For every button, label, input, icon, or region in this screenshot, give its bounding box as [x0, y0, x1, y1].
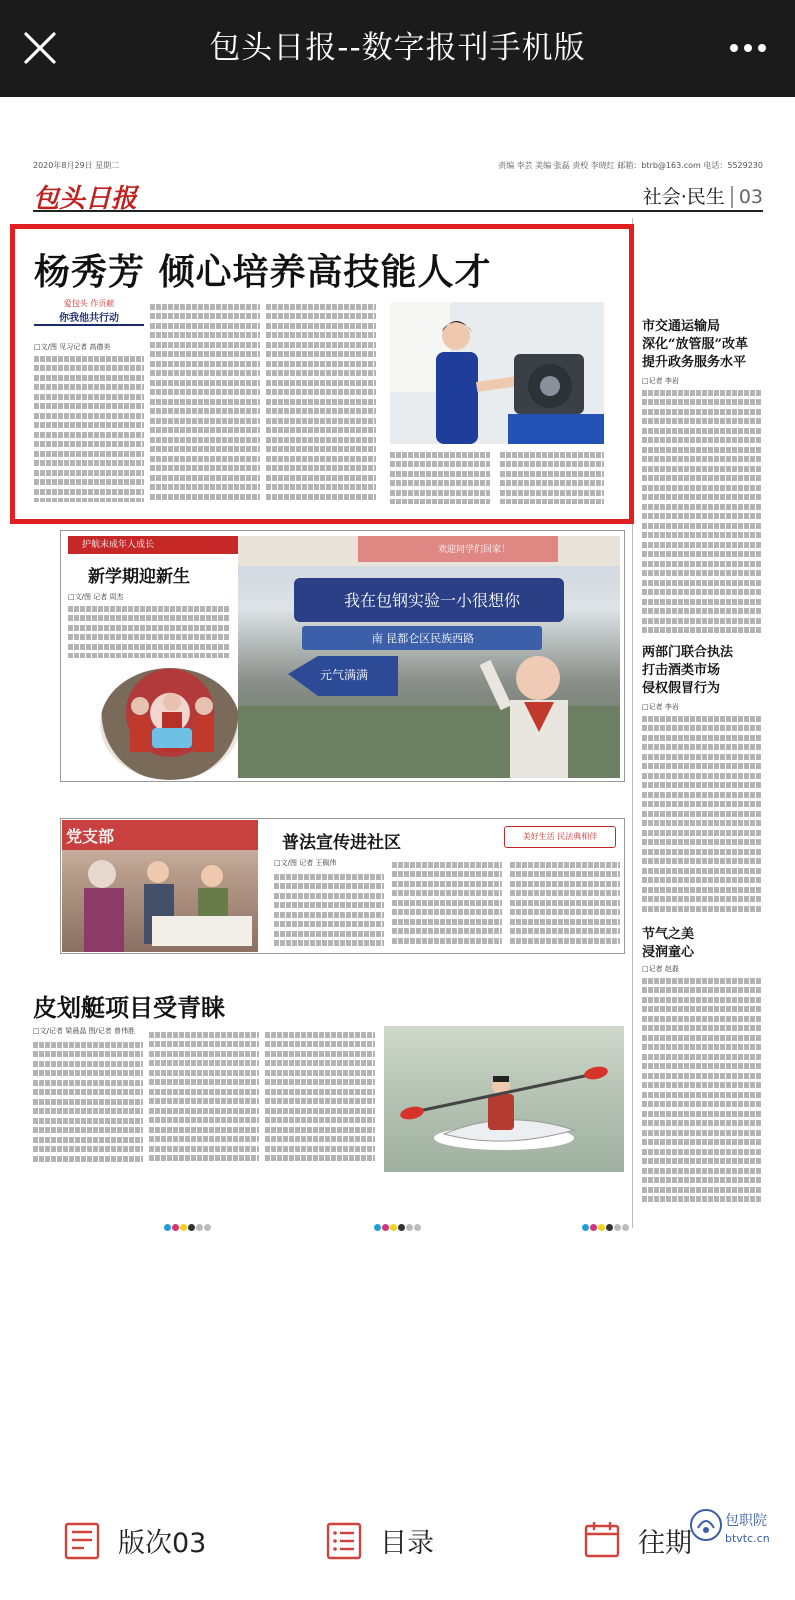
story-2-street-sign: 南 昆都仑区民族西路	[371, 632, 475, 645]
story-4-photo	[384, 1026, 624, 1172]
lead-photo	[390, 302, 604, 444]
page-header-meta	[33, 158, 763, 172]
right-story-c-byline: □记者 赵磊	[642, 965, 679, 973]
story-3-body-col2	[392, 858, 502, 950]
list-icon	[322, 1518, 366, 1562]
lead-byline: □文/图 见习记者 高德美	[34, 343, 111, 351]
right-story-a-body	[642, 386, 762, 636]
story-2-headline[interactable]: 新学期迎新生	[88, 567, 190, 587]
right-story-b-headline[interactable]: 两部门联合执法 打击酒类市场 侵权假冒行为	[642, 645, 734, 696]
lead-body-col5	[500, 448, 604, 504]
story-3-headline[interactable]: 普法宣传进社区	[282, 833, 401, 853]
section-name: 社会·民生	[642, 186, 725, 208]
masthead	[33, 176, 763, 212]
story-3-byline: □文/图 记者 王佩伟	[274, 859, 337, 867]
story-3-body-col1	[274, 870, 384, 950]
right-story-b-body	[642, 712, 762, 912]
edition-label: 版次03	[118, 1527, 207, 1559]
story-4-headline[interactable]: 皮划艇项目受青睐	[33, 993, 225, 1022]
lead-body-col2	[150, 300, 260, 502]
story-4-body-col1	[33, 1038, 143, 1168]
story-4-byline: □文/记者 梁晨晶 图/记者 曾伟胜	[33, 1027, 136, 1035]
contents-button[interactable]	[322, 1510, 434, 1570]
story-2-arrow-sign: 元气满满	[320, 668, 369, 682]
more-horizontal-icon[interactable]	[725, 30, 771, 66]
lead-body-col1	[34, 352, 144, 502]
lead-kicker-line1: 爱包头 作贡献	[63, 299, 115, 308]
registration-marks-3	[582, 1216, 630, 1224]
lead-kicker	[34, 298, 144, 332]
issue-date: 2020年8月29日 星期二	[33, 161, 120, 170]
editors-line: 责编 李芸 美编 张磊 责校 李晓红 邮箱：btrb@163.com 电话：5529230	[498, 161, 763, 170]
registration-marks-1	[164, 1216, 212, 1224]
watermark-logo-icon	[689, 1508, 723, 1542]
story-2-main-photo	[238, 536, 620, 778]
right-story-c-body	[642, 974, 762, 1204]
section-title	[643, 182, 763, 209]
story-2-tag: 护航未成年人成长	[68, 536, 238, 554]
right-story-b-byline: □记者 李岩	[642, 703, 679, 711]
edition-button[interactable]	[60, 1510, 206, 1570]
watermark-text: 包职院	[725, 1513, 767, 1529]
archive-button[interactable]	[580, 1510, 692, 1570]
story-2-inset-photo	[100, 668, 240, 780]
story-3-stamp: 美好生活 民法典相伴	[504, 826, 616, 848]
app-title: 包头日报--数字报刊手机版	[209, 30, 586, 66]
right-story-a-headline[interactable]: 市交通运输局 深化“放管服”改革 提升政务服务水平	[642, 319, 748, 370]
contents-label: 目录	[380, 1527, 434, 1559]
story-3-photo	[62, 820, 258, 952]
right-story-c-headline[interactable]: 节气之美 浸润童心	[642, 927, 695, 960]
bottom-nav-bar	[0, 1490, 795, 1600]
masthead-logo: 包头日报	[33, 184, 138, 214]
app-top-bar	[0, 0, 795, 97]
story-4-body-col2	[149, 1028, 259, 1168]
story-2-body	[68, 602, 230, 658]
watermark-url: btvtc.cn	[725, 1532, 770, 1545]
story-4-body-col3	[265, 1028, 375, 1168]
story-3-banner: 党支部	[66, 827, 115, 846]
story-3-body-col3	[510, 858, 620, 950]
newspaper-icon	[60, 1518, 104, 1562]
page-number: 03	[731, 186, 763, 208]
story-2-sign-text: 我在包钢实验一小很想你	[343, 591, 520, 610]
registration-marks-2	[374, 1216, 422, 1224]
lead-body-col3	[266, 300, 376, 502]
lead-headline[interactable]: 杨秀芳 倾心培养高技能人才	[34, 251, 492, 293]
lead-body-col4	[390, 448, 490, 504]
archive-label: 往期	[638, 1527, 692, 1559]
story-2-byline: □文/图 记者 周杰	[68, 593, 124, 601]
watermark	[689, 1506, 781, 1570]
story-2-bg-banner: 欢迎同学们回家！	[438, 545, 511, 555]
lead-kicker-line2: 你我他共行动	[34, 309, 144, 326]
calendar-icon	[580, 1518, 624, 1562]
right-story-a-byline: □记者 李岩	[642, 377, 679, 385]
